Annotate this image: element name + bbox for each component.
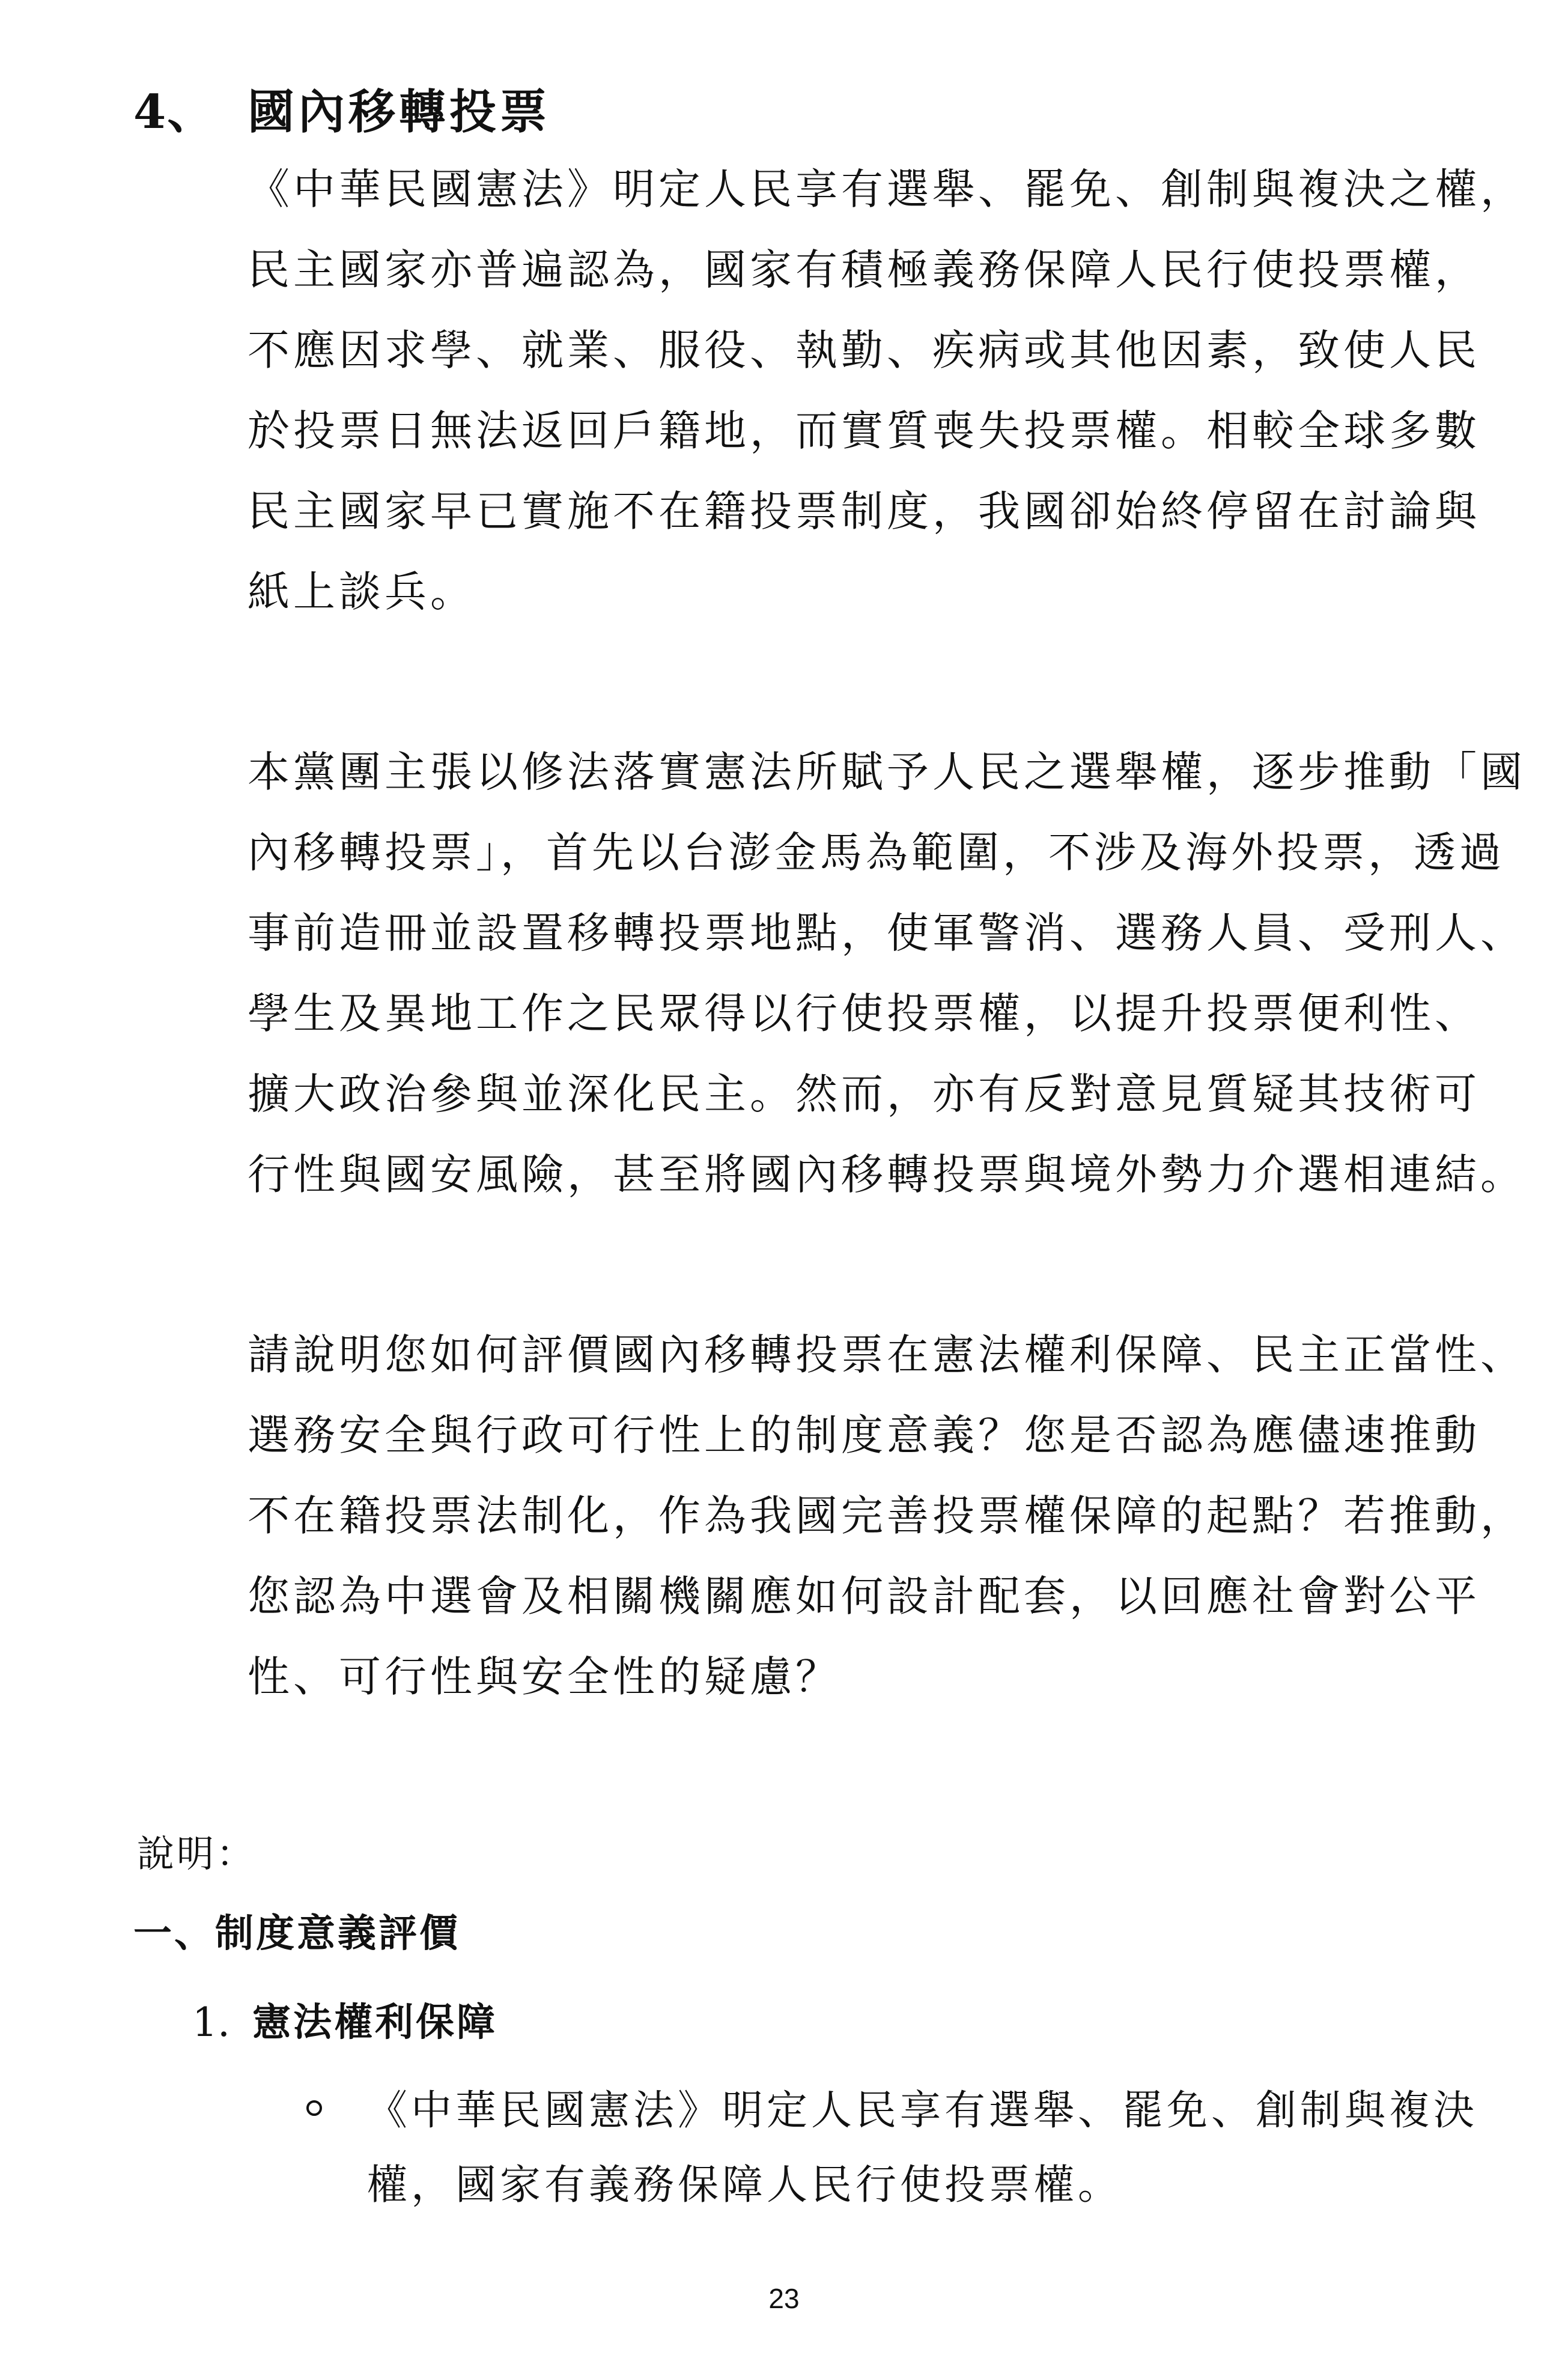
paragraph-line: 本黨團主張以修法落實憲法所賦予人民之選舉權，逐步推動「國 [248,747,1526,797]
heading-number: 4、 [133,85,216,139]
heading-title: 國內移轉投票 [248,85,551,139]
paragraph-line: 請說明您如何評價國內移轉投票在憲法權利保障、民主正當性、 [248,1330,1526,1379]
paragraph-line: 紙上談兵。 [248,567,476,616]
page-number: 23 [768,2283,800,2314]
subsection-title: 憲法權利保障 [252,2001,497,2045]
paragraph-3 [248,1314,1526,1717]
paragraph-line: 《中華民國憲法》明定人民享有選舉、罷免、創制與複決之權， [248,165,1526,214]
paragraph-line: 不應因求學、就業、服役、執勤、疾病或其他因素，致使人民 [248,326,1480,375]
paragraph-line: 您認為中選會及相關機關應如何設計配套，以回應社會對公平 [248,1572,1480,1621]
paragraph-line: 行性與國安風險，甚至將國內移轉投票與境外勢力介選相連結。 [248,1150,1526,1199]
section-title: 一、制度意義評價 [133,1912,460,1956]
section-heading [133,72,550,144]
subsection-heading [192,1990,497,2056]
paragraph-line: 擴大政治參與並深化民主。然而，亦有反對意見質疑其技術可 [248,1069,1480,1119]
bullet-line: 權，國家有義務保障人民行使投票權。 [366,2162,1123,2209]
paragraph-line: 選務安全與行政可行性上的制度意義？您是否認為應儘速推動 [248,1411,1480,1460]
subsection-number: 1. [192,1999,230,2046]
bullet-circle-icon [306,2100,322,2116]
bullet-text [366,2074,1478,2223]
bullet-line: 《中華民國憲法》明定人民享有選舉、罷免、創制與複決 [366,2087,1478,2135]
paragraph-2 [248,732,1526,1215]
paragraph-line: 民主國家早已實施不在籍投票制度，我國卻始終停留在討論與 [248,487,1480,536]
paragraph-line: 事前造冊並設置移轉投票地點，使軍警消、選務人員、受刑人、 [248,908,1526,958]
paragraph-line: 性、可行性與安全性的疑慮？ [248,1652,841,1701]
paragraph-1 [248,149,1526,632]
paragraph-line: 於投票日無法返回戶籍地，而實質喪失投票權。相較全球多數 [248,406,1480,455]
paragraph-line: 不在籍投票法制化，作為我國完善投票權保障的起點？若推動， [248,1491,1526,1540]
explanation-label: 說明： [137,1832,257,1876]
paragraph-line: 民主國家亦普遍認為，國家有積極義務保障人民行使投票權， [248,245,1480,294]
paragraph-line: 內移轉投票」，首先以台澎金馬為範圍，不涉及海外投票，透過 [248,828,1505,877]
paragraph-line: 學生及異地工作之民眾得以行使投票權，以提升投票便利性、 [248,989,1480,1038]
